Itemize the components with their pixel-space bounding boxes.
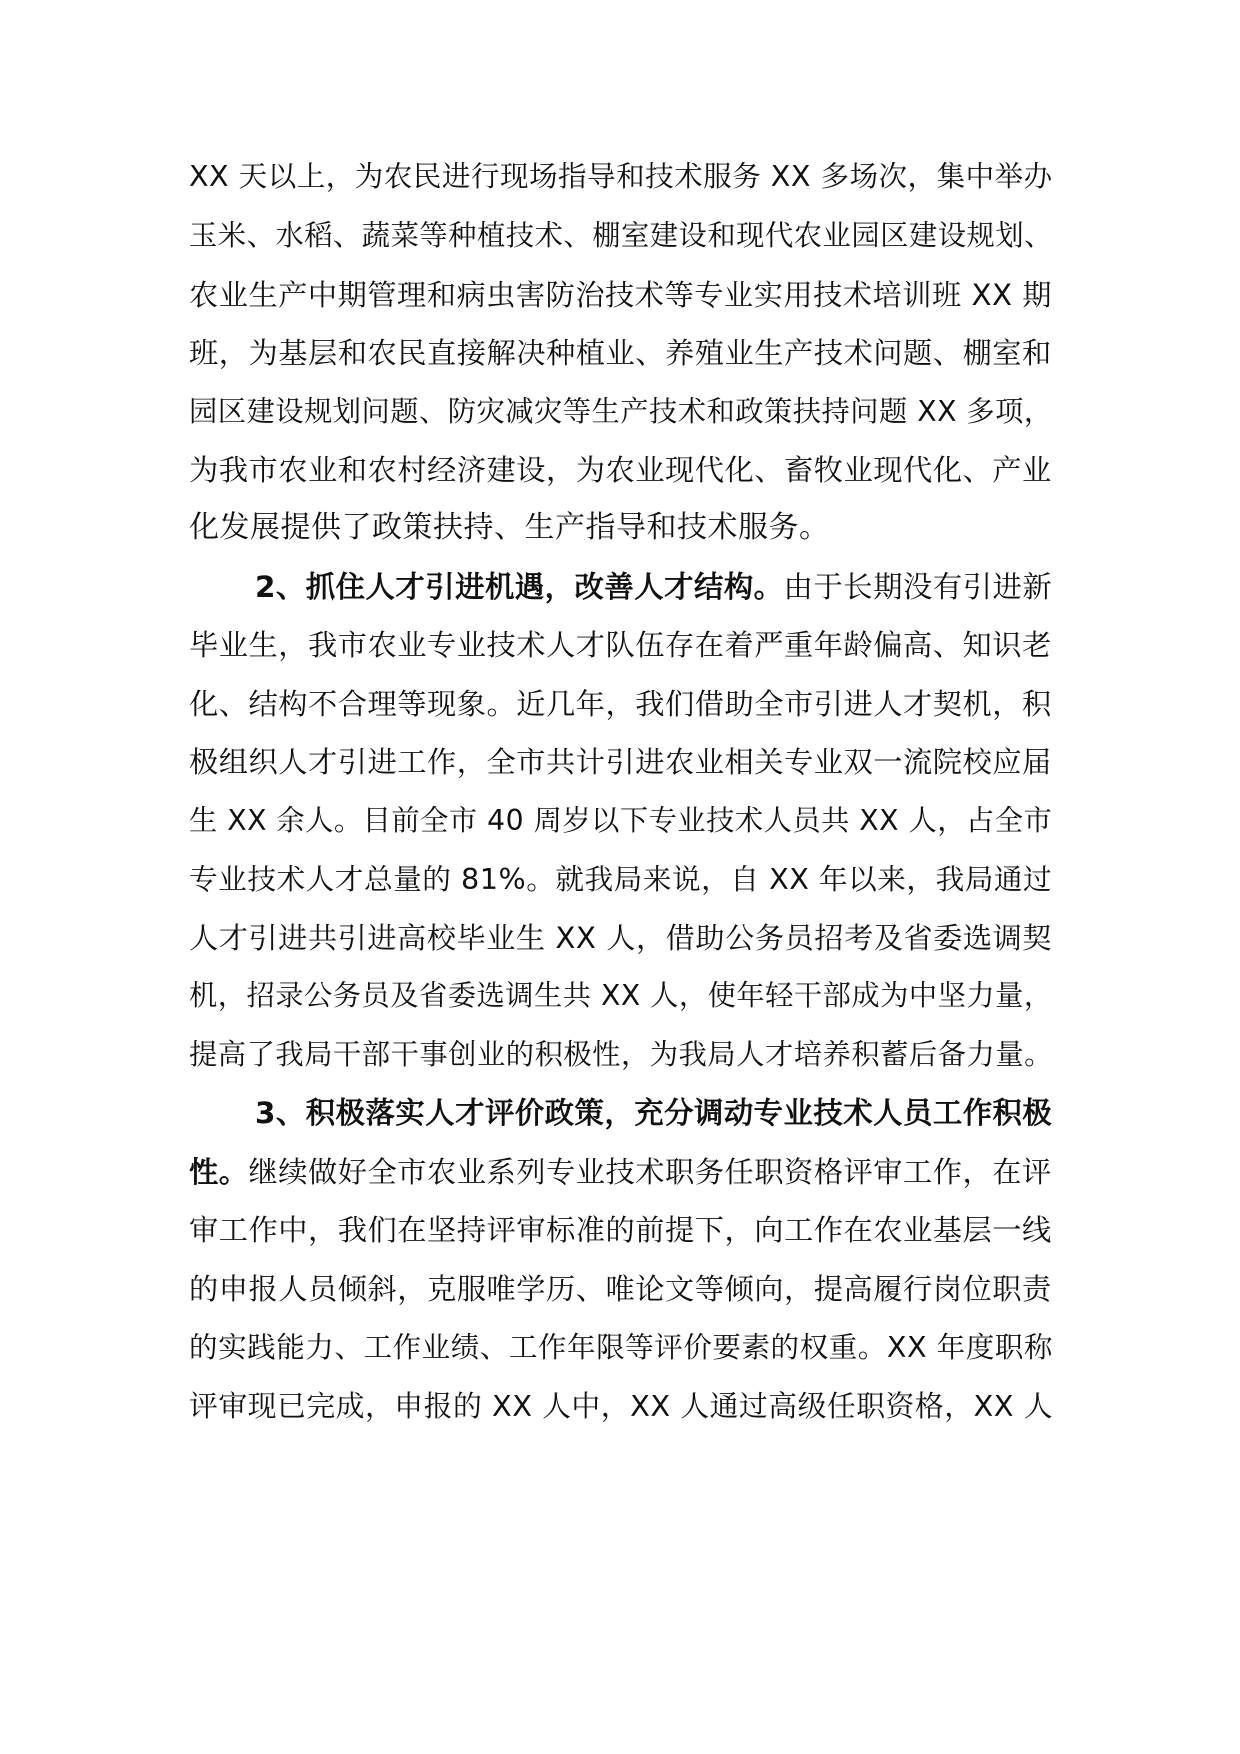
- section-3-second-line: [189, 1152, 1052, 1192]
- body-text-line: 的实践能力、工作业绩、工作年限等评价要素的权重。XX 年度职称: [189, 1330, 1053, 1364]
- body-text-line: 园区建设规划问题、防灾减灾等生产技术和政策扶持问题 XX 多项，: [189, 395, 1053, 428]
- section-2-text: 由于长期没有引进新: [783, 570, 1053, 604]
- body-text-line: 化发展提供了政策扶持、生产指导和技术服务。: [189, 510, 830, 545]
- section-3-heading-end: 性。: [189, 1155, 249, 1189]
- body-text-line: 班，为基层和农民直接解决种植业、养殖业生产技术问题、棚室和: [189, 336, 1052, 370]
- body-text-line: XX 天以上，为农民进行现场指导和技术服务 XX 多场次，集中举办: [189, 160, 1053, 193]
- body-text-line: 化、结构不合理等现象。近几年，我们借助全市引进人才契机，积: [189, 687, 1052, 721]
- body-text-line: 毕业生，我市农业专业技术人才队伍存在着严重年龄偏高、知识老: [189, 628, 1052, 662]
- body-text-line: 极组织人才引进工作，全市共计引进农业相关专业双一流院校应届: [189, 745, 1052, 779]
- section-2-first-line: [255, 567, 1052, 607]
- section-3-heading: 3、积极落实人才评价政策，充分调动专业技术人员工作积极: [255, 1096, 1053, 1130]
- body-text-line: 机，招录公务员及省委选调生共 XX 人，使年轻干部成为中坚力量，: [189, 979, 1053, 1012]
- body-text-line: 的申报人员倾斜，克服唯学历、唯论文等倾向，提高履行岗位职责: [189, 1272, 1052, 1306]
- section-2-heading: 2、抓住人才引进机遇，改善人才结构。: [255, 570, 784, 604]
- body-text-line: 提高了我局干部干事创业的积极性，为我局人才培养积蓄后备力量。: [189, 1038, 1053, 1071]
- body-text-line: 评审现已完成，申报的 XX 人中，XX 人通过高级任职资格，XX 人: [189, 1389, 1054, 1423]
- section-3-text: 继续做好全市农业系列专业技术职务任职资格评审工作，在评: [248, 1155, 1052, 1189]
- body-text-line: 审工作中，我们在坚持评审标准的前提下，向工作在农业基层一线: [189, 1213, 1052, 1247]
- body-text-line: 为我市农业和农村经济建设，为农业现代化、畜牧业现代化、产业: [189, 453, 1052, 487]
- body-text-line: 农业生产中期管理和病虫害防治技术等专业实用技术培训班 XX 期: [189, 278, 1053, 312]
- body-text-line: 玉米、水稻、蔬菜等种植技术、棚室建设和现代农业园区建设规划、: [189, 219, 1053, 252]
- body-text-line: 人才引进共引进高校毕业生 XX 人，借助公务员招考及省委选调契: [189, 921, 1053, 955]
- body-text-line: 专业技术人才总量的 81%。就我局来说，自 XX 年以来，我局通过: [189, 862, 1053, 896]
- body-text-line: 生 XX 余人。目前全市 40 周岁以下专业技术人员共 XX 人，占全市: [189, 804, 1053, 837]
